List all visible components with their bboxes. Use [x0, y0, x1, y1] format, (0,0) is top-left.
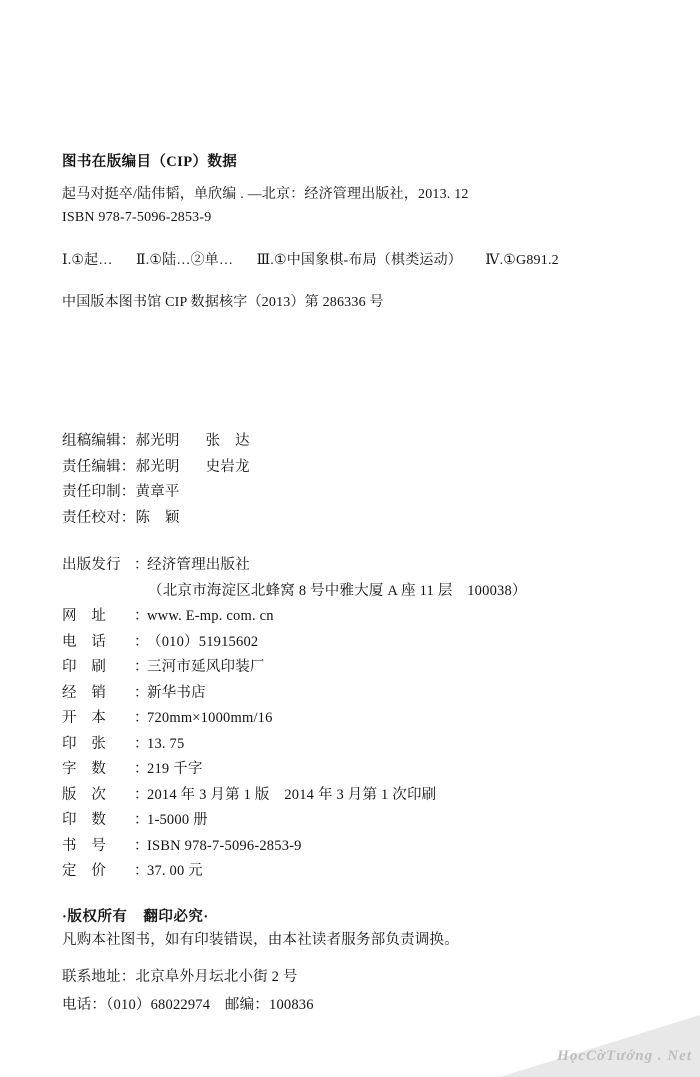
- copyright-statement-right: 翻印必究·: [143, 908, 209, 925]
- cip-number: 中国版本图书馆 CIP 数据核字（2013）第 286336 号: [62, 295, 384, 310]
- imprint-value: 13. 75: [147, 735, 185, 752]
- staff-row: [62, 429, 642, 455]
- imprint-value: 37. 00 元: [147, 863, 203, 879]
- watermark-text: HọcCờTướng . Net: [557, 1048, 692, 1064]
- imprint-row: 定 价 ：37. 00 元: [62, 859, 642, 885]
- staff-label: 责任印制：: [62, 484, 136, 500]
- contact-address: 联系地址：北京阜外月坛北小街 2 号: [62, 969, 298, 985]
- cip-entry: 起马对挺卒/陆伟韬，单欣编 . —北京：经济管理出版社，2013. 12: [62, 187, 469, 202]
- staff-label: 责任校对：: [62, 509, 136, 526]
- staff-block: [62, 429, 642, 531]
- imprint-label: 版 次: [62, 786, 107, 803]
- cip-class-part-4: Ⅳ.①G891.2: [485, 253, 559, 268]
- imprint-row: 版 次 ：2014 年 3 月第 1 版 2014 年 3 月第 1 次印刷: [62, 783, 642, 809]
- cip-class-part-3: Ⅲ.①中国象棋-布局（棋类运动）: [256, 253, 462, 268]
- cip-heading: 图书在版编目（CIP）数据: [62, 154, 238, 170]
- staff-label: 责任编辑：: [62, 458, 136, 475]
- imprint-value: （010）51915602: [147, 633, 259, 650]
- imprint-value: 1-5000 册: [147, 812, 208, 828]
- imprint-row: 字 数 ：219 千字: [62, 757, 642, 783]
- copyright-block: [62, 905, 642, 1019]
- copyright-statement-left: ·版权所有: [62, 908, 128, 925]
- imprint-value: 三河市延风印装厂: [147, 659, 265, 675]
- staff-row: [62, 506, 642, 532]
- imprint-label: 字 数: [62, 761, 107, 777]
- imprint-label: 电 话: [62, 633, 107, 650]
- cip-classification: [62, 249, 642, 269]
- imprint-value: 经济管理出版社: [147, 557, 250, 573]
- contact-phone: 电话：（010）68022974 邮编：100836: [62, 996, 314, 1013]
- imprint-label: 经 销: [62, 684, 107, 701]
- cip-isbn: ISBN 978-7-5096-2853-9: [62, 210, 212, 225]
- copyright-page-content: [62, 150, 642, 1018]
- imprint-row: 网 址 ：www. E-mp. com. cn: [62, 604, 642, 630]
- staff-row: [62, 480, 642, 506]
- imprint-row: 经 销 ：新华书店: [62, 681, 642, 707]
- staff-value-primary: 郝光明: [135, 433, 180, 449]
- imprint-row: 印 刷 ：三河市延风印装厂: [62, 655, 642, 681]
- imprint-label: 定 价: [62, 863, 107, 879]
- watermark: [490, 1011, 700, 1077]
- copyright-statement: [62, 905, 642, 926]
- staff-value-secondary: 张 达: [205, 433, 250, 449]
- imprint-row: 印 张 ：13. 75: [62, 732, 642, 758]
- imprint-label: 开 本: [62, 710, 107, 726]
- imprint-label: 印 张: [62, 735, 107, 752]
- imprint-label: 出版发行: [62, 557, 121, 573]
- imprint-value: 2014 年 3 月第 1 版 2014 年 3 月第 1 次印刷: [147, 786, 437, 803]
- imprint-value: www. E-mp. com. cn: [147, 608, 274, 624]
- imprint-value: 新华书店: [147, 684, 206, 701]
- imprint-label: 网 址: [62, 608, 107, 624]
- publisher-address: （北京市海淀区北蜂窝 8 号中雅大厦 A 座 11 层 100038）: [148, 582, 527, 599]
- staff-value-primary: 郝光明: [135, 458, 180, 475]
- cip-class-part-2: Ⅱ.①陆…②单…: [136, 253, 234, 268]
- imprint-row: 出版发行 ：经济管理出版社: [62, 553, 642, 579]
- imprint-label: 印 数: [62, 812, 107, 828]
- imprint-value: 720mm×1000mm/16: [147, 710, 273, 726]
- cip-class-part-1: Ⅰ.①起…: [62, 253, 113, 268]
- staff-value-primary: 陈 颖: [135, 509, 180, 526]
- imprint-block: [62, 553, 642, 885]
- imprint-row: 印 数 ：1-5000 册: [62, 808, 642, 834]
- staff-value-primary: 黄章平: [135, 484, 180, 500]
- imprint-label: 书 号: [62, 837, 107, 854]
- imprint-row: 电 话 ：（010）51915602: [62, 630, 642, 656]
- imprint-value: 219 千字: [147, 761, 203, 777]
- imprint-row: 开 本 ：720mm×1000mm/16: [62, 706, 642, 732]
- imprint-row: 书 号 ：ISBN 978-7-5096-2853-9: [62, 834, 642, 860]
- exchange-notice: 凡购本社图书，如有印装错误，由本社读者服务部负责调换。: [62, 931, 459, 948]
- imprint-value: ISBN 978-7-5096-2853-9: [147, 837, 302, 854]
- staff-label: 组稿编辑：: [62, 433, 136, 449]
- staff-value-secondary: 史岩龙: [205, 458, 250, 475]
- cip-block: [62, 150, 642, 311]
- staff-row: [62, 455, 642, 481]
- watermark-triangle: [500, 1015, 700, 1077]
- imprint-label: 印 刷: [62, 659, 107, 675]
